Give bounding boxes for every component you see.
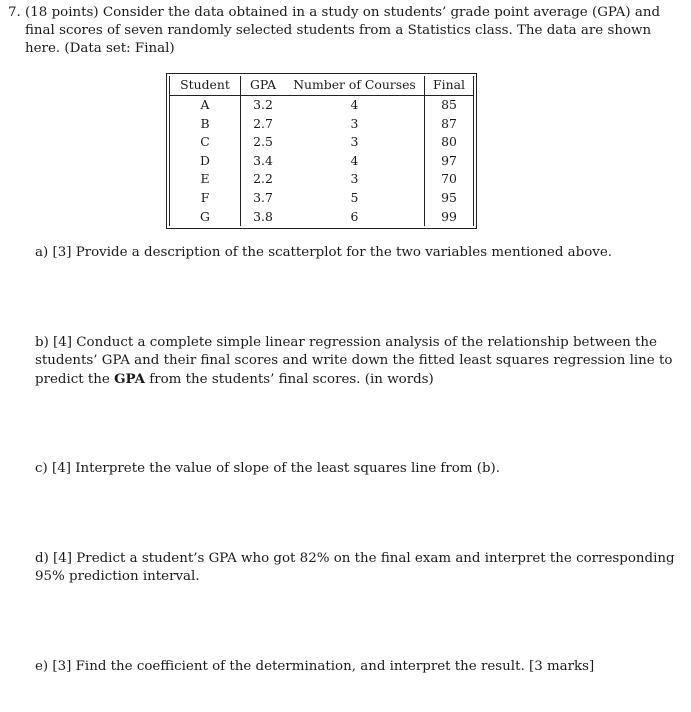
header-final: Final bbox=[425, 76, 474, 96]
cell-final: 70 bbox=[425, 170, 474, 189]
table-row bbox=[170, 152, 474, 171]
question-intro bbox=[8, 4, 661, 58]
cell-final: 85 bbox=[425, 96, 474, 115]
cell-gpa: 3.7 bbox=[253, 189, 273, 205]
cell-final: 99 bbox=[425, 208, 474, 227]
header-gpa: GPA bbox=[241, 76, 286, 96]
part-d-line-1: d) [4] Predict a student’s GPA who got 82% on the final exam and interpret the corresponding bbox=[35, 551, 675, 566]
cell-gpa: 3.8 bbox=[253, 208, 273, 224]
table-row bbox=[170, 189, 474, 208]
cell-final: 87 bbox=[425, 115, 474, 134]
part-b bbox=[35, 334, 673, 389]
cell-courses: 3 bbox=[350, 171, 359, 187]
header-student: Student bbox=[170, 76, 241, 96]
cell-gpa: 2.5 bbox=[253, 134, 273, 150]
cell-student: D bbox=[170, 152, 241, 171]
part-b-line-1: b) [4] Conduct a complete simple linear regression analysis of the relationship between the bbox=[35, 335, 657, 350]
part-a-text: a) [3] Provide a description of the scatterplot for the two variables mentioned above. bbox=[35, 245, 613, 260]
header-courses: Number of Courses bbox=[285, 76, 425, 96]
cell-courses: 3 bbox=[350, 115, 359, 131]
cell-final: 97 bbox=[425, 152, 474, 171]
table-header-row bbox=[170, 76, 474, 96]
cell-gpa: 3.2 bbox=[253, 97, 273, 112]
table-row bbox=[170, 170, 474, 189]
question-intro-line-2: final scores of seven randomly selected students from a Statistics class. The data are shown bbox=[25, 23, 652, 38]
question-number: 7. bbox=[8, 5, 21, 20]
cell-final: 95 bbox=[425, 189, 474, 208]
data-table-frame bbox=[166, 73, 477, 229]
cell-courses: 4 bbox=[350, 152, 359, 168]
table-row bbox=[170, 133, 474, 152]
cell-student: A bbox=[170, 96, 241, 115]
part-a bbox=[35, 244, 631, 262]
cell-gpa: 2.7 bbox=[253, 115, 273, 131]
cell-courses: 3 bbox=[350, 134, 359, 150]
cell-student: E bbox=[170, 170, 241, 189]
part-e-text: e) [3] Find the coefficient of the determination, and interpret the result. [3 marks] bbox=[35, 659, 595, 674]
part-d bbox=[35, 550, 675, 586]
data-table bbox=[169, 76, 474, 226]
question-intro-line-3: here. (Data set: Final) bbox=[25, 41, 175, 56]
cell-courses: 5 bbox=[350, 189, 359, 205]
part-d-line-2: 95% prediction interval. bbox=[35, 569, 200, 584]
table-row bbox=[170, 96, 474, 115]
cell-courses: 4 bbox=[350, 97, 359, 112]
cell-student: G bbox=[170, 208, 241, 227]
cell-final: 80 bbox=[425, 133, 474, 152]
table-row bbox=[170, 208, 474, 227]
part-c bbox=[35, 460, 631, 478]
cell-student: B bbox=[170, 115, 241, 134]
cell-student: F bbox=[170, 189, 241, 208]
part-e bbox=[35, 658, 631, 676]
cell-gpa: 2.2 bbox=[253, 171, 273, 187]
part-b-line-2: students’ GPA and their final scores and write down the fitted least squares regression line to bbox=[35, 353, 673, 368]
gpa-emphasis: GPA bbox=[114, 371, 145, 387]
cell-courses: 6 bbox=[350, 208, 359, 224]
part-b-line-3: predict the GPA from the students’ final scores. (in words) bbox=[35, 371, 434, 387]
cell-student: C bbox=[170, 133, 241, 152]
question-intro-line-1: 7. (18 points) Consider the data obtained in a study on students’ grade point average (GPA) and bbox=[8, 5, 661, 20]
table-row bbox=[170, 115, 474, 134]
part-c-text: c) [4] Interprete the value of slope of the least squares line from (b). bbox=[35, 461, 501, 476]
cell-gpa: 3.4 bbox=[253, 152, 273, 168]
